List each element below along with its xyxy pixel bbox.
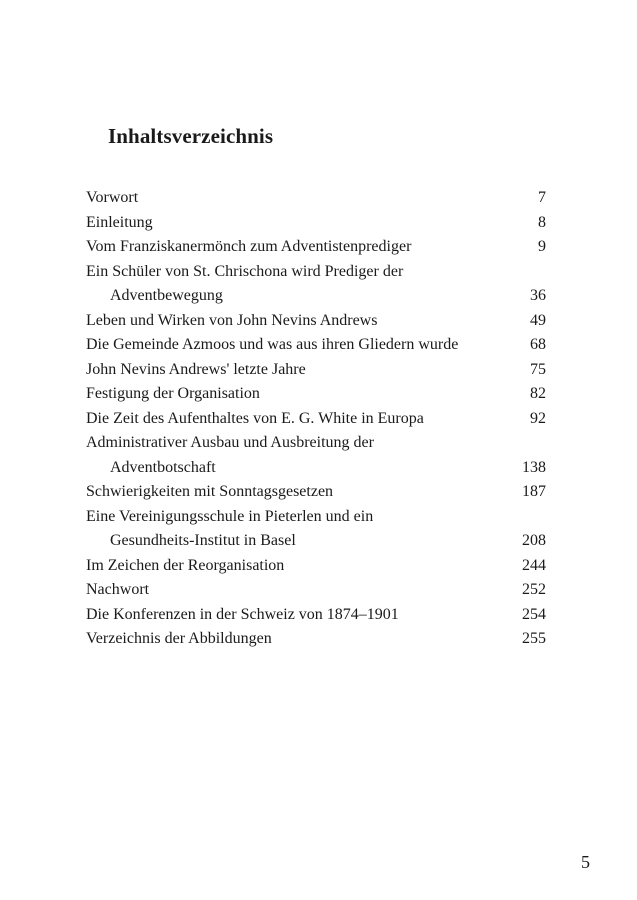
toc-entry [86,431,546,480]
toc-entry-page: 36 [530,287,546,304]
toc-entry-title-continuation: Gesundheits-Institut in Basel [110,532,296,549]
toc-entry-page: 7 [538,189,546,206]
toc-entry-title: Nachwort [86,581,150,598]
toc-entry-title: Festigung der Organisation [86,385,260,402]
toc-entry [86,554,546,579]
toc-entry-title: Administrativer Ausbau und Ausbreitung der [86,434,374,451]
toc-entry-title: Eine Vereinigungsschule in Pieterlen und ein [86,507,374,525]
toc-entry [86,407,546,432]
toc-entry-page: 252 [522,581,546,598]
toc-entry-title: Im Zeichen der Reorganisation [86,556,285,574]
toc-entry-title: Schwierigkeiten mit Sonntagsgesetzen [86,483,334,500]
toc-entry-title-continuation: Adventbewegung [110,287,223,304]
toc-entry-page: 75 [530,360,546,378]
toc-entry [86,309,546,334]
toc-entry [86,382,546,407]
toc-entry-title: Verzeichnis der Abbildungen [86,630,272,647]
toc-entry [86,211,546,236]
toc-entry-title: Vorwort [86,189,139,206]
toc-entry-title-continuation: Adventbotschaft [110,458,216,476]
toc-entry-page: 92 [530,409,546,427]
toc-entry [86,235,546,260]
toc-entry-page: 244 [522,556,546,574]
toc-entry-page: 8 [538,213,546,231]
toc-entry [86,260,546,309]
toc-entry [86,578,546,603]
toc-entry-page: 82 [530,385,546,402]
toc-entry [86,333,546,358]
toc-entry [86,186,546,211]
toc-entry [86,358,546,383]
toc-entry-page: 68 [530,336,546,353]
toc-entry-title: John Nevins Andrews' letzte Jahre [86,360,306,378]
table-of-contents [86,186,546,652]
toc-entry-title: Einleitung [86,213,153,231]
toc-entry-title: Die Konferenzen in der Schweiz von 1874–1901 [86,605,399,623]
toc-entry-page: 138 [522,458,546,476]
toc-entry [86,505,546,554]
toc-entry [86,627,546,652]
toc-entry [86,480,546,505]
page-number: 5 [581,852,590,872]
page-title: Inhaltsverzeichnis [108,124,274,148]
toc-entry [86,603,546,628]
toc-entry-page: 9 [538,238,546,255]
toc-entry-title: Die Zeit des Aufenthaltes von E. G. White in Europa [86,409,424,427]
toc-entry-title: Leben und Wirken von John Nevins Andrews [86,311,378,329]
toc-entry-title: Die Gemeinde Azmoos und was aus ihren Gliedern wurde [86,336,459,353]
toc-entry-page: 187 [522,483,546,500]
toc-entry-title: Vom Franziskanermönch zum Adventistenprediger [86,238,412,255]
toc-entry-page: 255 [522,630,546,647]
toc-entry-page: 254 [522,605,546,623]
toc-entry-page: 208 [522,532,546,549]
toc-entry-page: 49 [530,311,546,329]
toc-entry-title: Ein Schüler von St. Chrischona wird Prediger der [86,262,404,280]
